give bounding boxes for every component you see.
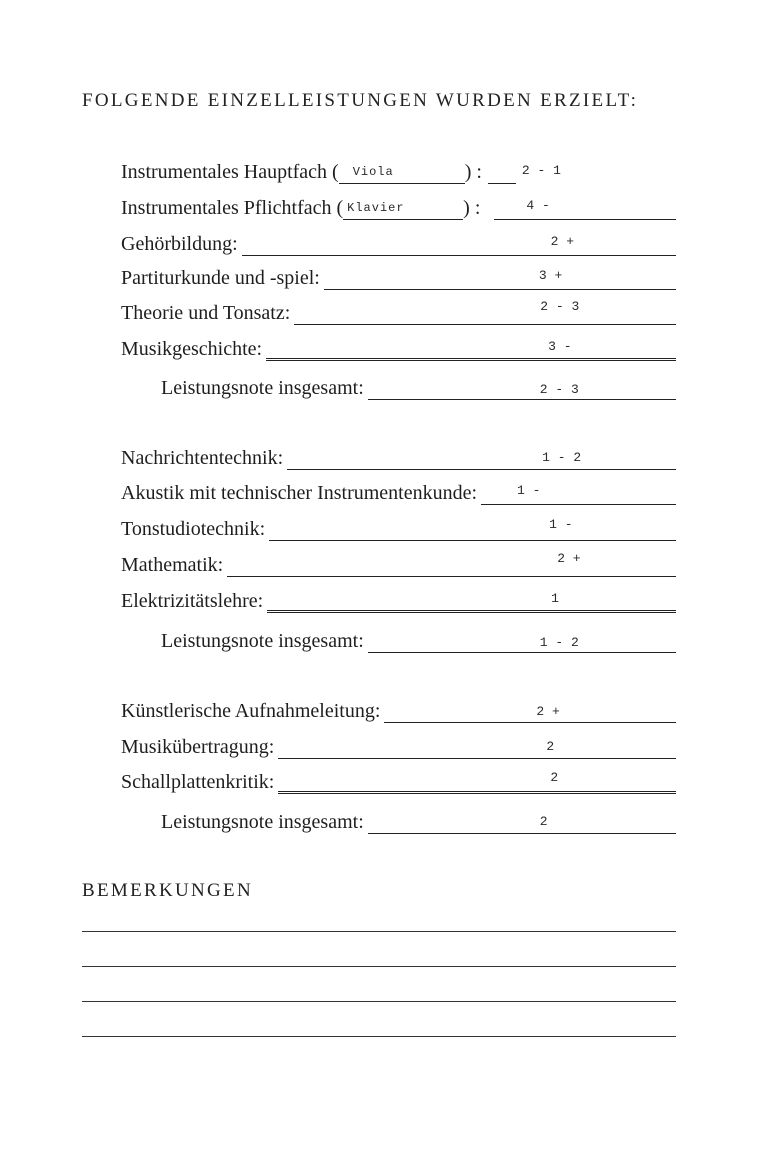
pflichtfach-close: ) : — [463, 197, 481, 219]
total-label: Leistungsnote insgesamt: — [161, 377, 364, 399]
grade-row-aufnahmeleitung — [121, 689, 676, 723]
grade-field — [267, 582, 676, 613]
total-label: Leistungsnote insgesamt: — [161, 811, 364, 833]
grade-value: 2 + — [550, 234, 575, 249]
remarks-line — [82, 1001, 676, 1002]
subject-label: Künstlerische Aufnahmeleitung: — [121, 700, 381, 722]
subject-label: Schallplattenkritik: — [121, 771, 275, 793]
hauptfach-grade: 2 - 1 — [521, 163, 561, 178]
hauptfach-instrument: Viola — [352, 165, 394, 179]
grade-row-partiturkunde — [121, 256, 676, 290]
remarks-line — [82, 966, 676, 967]
subject-label: Gehörbildung: — [121, 233, 238, 255]
grade-field — [242, 227, 676, 256]
grade-row-theorie — [121, 291, 676, 325]
hauptfach-grade-field — [488, 155, 516, 184]
grade-value: 1 - 2 — [542, 450, 582, 465]
subject-label: Musikgeschichte: — [121, 338, 263, 360]
grade-field — [227, 548, 676, 577]
pflichtfach-instrument-field — [343, 195, 463, 220]
subject-label: Tonstudiotechnik: — [121, 518, 266, 540]
total-grade-field — [368, 805, 676, 834]
pflichtfach-entry — [121, 195, 486, 220]
total-grade-field — [368, 371, 676, 400]
grade-row-total-3 — [161, 800, 676, 834]
grade-value: 1 - — [517, 483, 541, 498]
grade-field — [287, 441, 676, 470]
grade-row-mathematik — [121, 543, 676, 577]
grade-field — [269, 512, 676, 541]
grade-field — [266, 330, 676, 361]
subject-label: Elektrizitätslehre: — [121, 590, 264, 612]
subject-label: Nachrichtentechnik: — [121, 447, 284, 469]
page-title: FOLGENDE EINZELLEISTUNGEN WURDEN ERZIELT: — [82, 90, 639, 111]
remarks-line — [82, 1036, 676, 1037]
hauptfach-entry — [121, 159, 488, 184]
grade-row-pflichtfach — [121, 186, 676, 220]
grade-value: 1 - — [549, 517, 573, 532]
grade-row-gehoerbildung — [121, 222, 676, 256]
grade-value: 2 + — [536, 704, 560, 719]
pflichtfach-label: Instrumentales Pflichtfach ( — [121, 197, 344, 219]
grade-field — [294, 296, 676, 325]
pflichtfach-grade-field — [494, 191, 676, 220]
hauptfach-close: ) : — [464, 161, 482, 183]
hauptfach-instrument-field — [339, 159, 465, 184]
subject-label: Akustik mit technischer Instrumentenkunde: — [121, 482, 478, 504]
grade-field — [384, 694, 676, 723]
subject-label: Partiturkunde und -spiel: — [121, 267, 320, 289]
total-grade-field — [368, 624, 676, 653]
total-label: Leistungsnote insgesamt: — [161, 630, 364, 652]
grade-row-tonstudiotechnik — [121, 507, 676, 541]
grade-field — [324, 261, 676, 290]
remarks-line — [82, 931, 676, 932]
grade-row-nachrichtentechnik — [121, 436, 676, 470]
grade-row-akustik — [121, 471, 676, 505]
grade-value: 2 — [550, 770, 559, 785]
grade-field — [278, 730, 676, 759]
grade-row-elektrizitaetslehre — [121, 579, 676, 613]
total-grade: 1 - 2 — [539, 635, 579, 650]
grade-value: 3 + — [538, 268, 563, 283]
pflichtfach-instrument: Klavier — [347, 201, 405, 215]
hauptfach-grade-area — [516, 156, 676, 184]
grade-value: 2 + — [557, 551, 581, 566]
total-grade: 2 - 3 — [539, 382, 579, 397]
subject-label: Musikübertragung: — [121, 736, 275, 758]
grade-value: 2 - 3 — [540, 299, 580, 314]
remarks-title: BEMERKUNGEN — [82, 880, 253, 901]
grade-row-total-2 — [161, 619, 676, 653]
grade-value: 2 — [546, 739, 555, 754]
grade-value: 1 — [551, 591, 559, 606]
grade-value: 3 - — [548, 339, 572, 354]
grade-field — [481, 476, 676, 505]
pflichtfach-grade: 4 - — [526, 198, 550, 213]
grade-row-hauptfach — [121, 150, 676, 184]
grade-row-total-1 — [161, 366, 676, 400]
grade-row-musikuebertragung — [121, 725, 676, 759]
grade-row-musikgeschichte — [121, 327, 676, 361]
grade-row-schallplattenkritik — [121, 760, 676, 794]
subject-label: Theorie und Tonsatz: — [121, 302, 291, 324]
subject-label: Mathematik: — [121, 554, 224, 576]
total-grade: 2 — [539, 814, 548, 829]
grade-field — [278, 763, 676, 794]
hauptfach-label: Instrumentales Hauptfach ( — [121, 161, 339, 183]
